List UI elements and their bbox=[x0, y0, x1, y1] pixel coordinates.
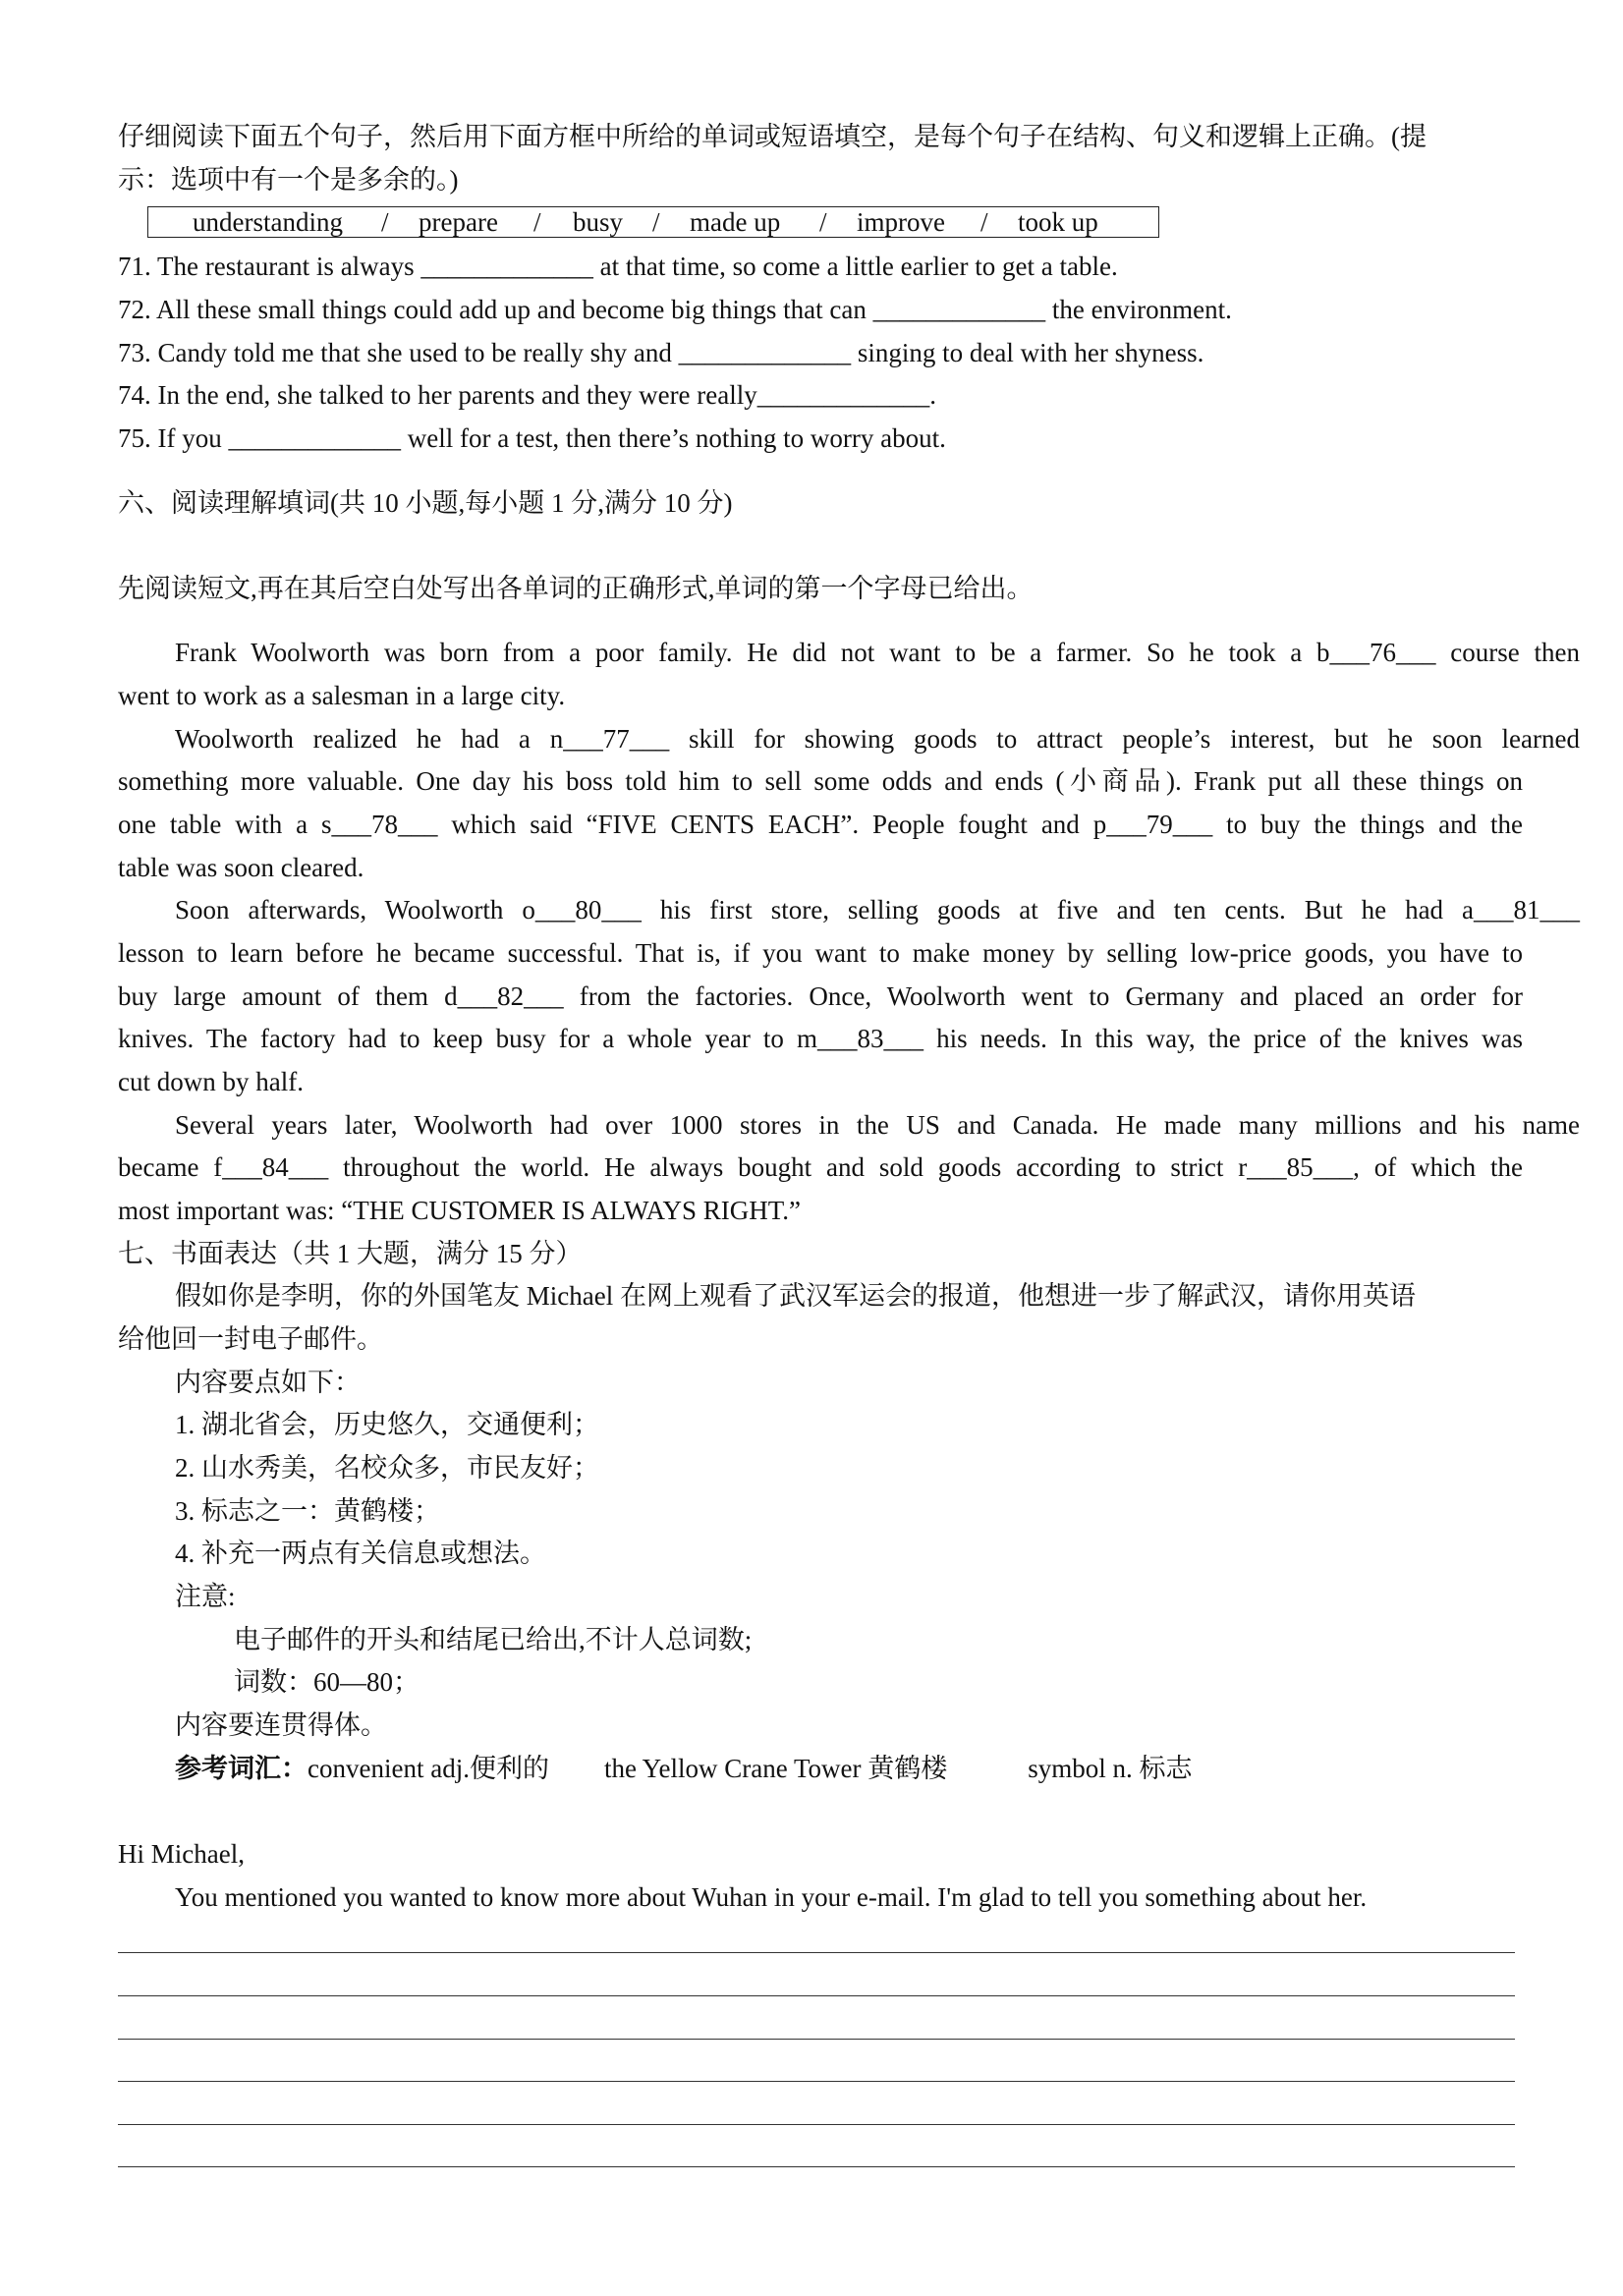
section-6-heading: 六、阅读理解填词(共 10 小题,每小题 1 分,满分 10 分) bbox=[118, 488, 733, 518]
writing-prompt-line-1: 假如你是李明，你的外国笔友 Michael 在网上观看了武汉军运会的报道，他想进一步了解武汉，请你用英语 bbox=[175, 1281, 1416, 1311]
word-separator: / bbox=[652, 207, 660, 237]
passage-line: became f___84___ throughout the world. He always bought and sold goods according to strict r___85___, of which the bbox=[118, 1152, 1523, 1182]
passage-line: table was soon cleared. bbox=[118, 853, 364, 882]
sentence-72: 72. All these small things could add up and become big things that can _____________ the environment. bbox=[118, 295, 1232, 324]
sentence-75: 75. If you _____________ well for a test, then there’s nothing to worry about. bbox=[118, 423, 946, 453]
instruction-line-1: 仔细阅读下面五个句子，然后用下面方框中所给的单词或短语填空，是每个句子在结构、句义和逻辑上正确。(提 bbox=[118, 122, 1427, 151]
note-title: 注意: bbox=[175, 1582, 236, 1611]
word-separator: / bbox=[381, 207, 389, 237]
writing-line[interactable] bbox=[118, 2124, 1515, 2125]
note-item: 词数：60—80； bbox=[234, 1667, 420, 1697]
writing-line[interactable] bbox=[118, 2166, 1515, 2167]
sentence-73: 73. Candy told me that she used to be really shy and _____________ singing to deal with her shyness. bbox=[118, 338, 1204, 367]
reference-vocabulary bbox=[118, 1748, 1580, 1791]
word-option: took up bbox=[1018, 207, 1098, 237]
section-6-instruction: 先阅读短文,再在其后空白处写出各单词的正确形式,单词的第一个字母已给出。 bbox=[118, 574, 1034, 603]
vocab-item: convenient adj.便利的 bbox=[308, 1754, 549, 1783]
passage-line: went to work as a salesman in a large city. bbox=[118, 681, 566, 710]
word-option: improve bbox=[857, 207, 945, 237]
note-item: 电子邮件的开头和结尾已给出,不计人总词数; bbox=[234, 1625, 753, 1654]
writing-line[interactable] bbox=[118, 2081, 1515, 2082]
vocab-item: symbol n. 标志 bbox=[1028, 1754, 1193, 1783]
sentence-71: 71. The restaurant is always _____________ at that time, so come a little earlier to get a table. bbox=[118, 252, 1118, 281]
letter-opening: You mentioned you wanted to know more about Wuhan in your e-mail. I'm glad to tell you something about her. bbox=[175, 1882, 1368, 1912]
passage-line: Frank Woolworth was born from a poor family. He did not want to be a farmer. So he took a b___76___ course then bbox=[175, 638, 1580, 667]
word-option: busy bbox=[573, 207, 624, 237]
word-option: made up bbox=[690, 207, 781, 237]
passage-line: most important was: “THE CUSTOMER IS ALWAYS RIGHT.” bbox=[118, 1196, 801, 1225]
passage-line: something more valuable. One day his boss told him to sell some odds and ends (小商品). Frank put all these things on bbox=[118, 766, 1523, 796]
passage-line: Several years later, Woolworth had over 1000 stores in the US and Canada. He made many millions and his name bbox=[175, 1110, 1580, 1140]
points-title: 内容要点如下： bbox=[175, 1368, 361, 1397]
writing-prompt-line-2: 给他回一封电子邮件。 bbox=[118, 1324, 383, 1354]
writing-line[interactable] bbox=[118, 2039, 1515, 2040]
passage-line: buy large amount of them d___82___ from the factories. Once, Woolworth went to Germany and placed an order for bbox=[118, 981, 1523, 1011]
word-option: prepare bbox=[419, 207, 498, 237]
passage-line: lesson to learn before he became successful. That is, if you want to make money by selling low-price goods, you have to bbox=[118, 938, 1523, 968]
content-point: 4. 补充一两点有关信息或想法。 bbox=[175, 1539, 546, 1568]
word-separator: / bbox=[980, 207, 988, 237]
coherence-note: 内容要连贯得体。 bbox=[175, 1710, 387, 1740]
passage-line: knives. The factory had to keep busy for a whole year to m___83___ his needs. In this way, the price of the knives was bbox=[118, 1024, 1523, 1053]
instruction-line-2: 示：选项中有一个是多余的。) bbox=[118, 165, 459, 195]
letter-greeting: Hi Michael, bbox=[118, 1839, 245, 1869]
word-option: understanding bbox=[193, 207, 343, 237]
writing-line[interactable] bbox=[118, 1995, 1515, 1996]
passage-line: one table with a s___78___ which said “FIVE CENTS EACH”. People fought and p___79___ to buy the things and the bbox=[118, 810, 1523, 839]
word-separator: / bbox=[533, 207, 541, 237]
content-point: 2. 山水秀美，名校众多，市民友好； bbox=[175, 1453, 599, 1483]
word-option-box bbox=[147, 206, 1159, 238]
word-separator: / bbox=[819, 207, 827, 237]
vocab-label: 参考词汇： bbox=[175, 1754, 308, 1783]
sentence-74: 74. In the end, she talked to her parents and they were really_____________. bbox=[118, 380, 937, 410]
section-7-heading: 七、书面表达（共 1 大题，满分 15 分） bbox=[118, 1239, 583, 1268]
passage-line: Soon afterwards, Woolworth o___80___ his first store, selling goods at five and ten cents. But he had a___81___ bbox=[175, 895, 1580, 924]
content-point: 1. 湖北省会，历史悠久，交通便利； bbox=[175, 1410, 599, 1439]
content-point: 3. 标志之一：黄鹤楼； bbox=[175, 1496, 440, 1526]
vocab-item: the Yellow Crane Tower 黄鹤楼 bbox=[603, 1754, 948, 1783]
passage-line: cut down by half. bbox=[118, 1067, 304, 1096]
writing-line[interactable] bbox=[118, 1952, 1515, 1953]
passage-line: Woolworth realized he had a n___77___ skill for showing goods to attract people’s interest, but he soon learned bbox=[175, 724, 1580, 754]
